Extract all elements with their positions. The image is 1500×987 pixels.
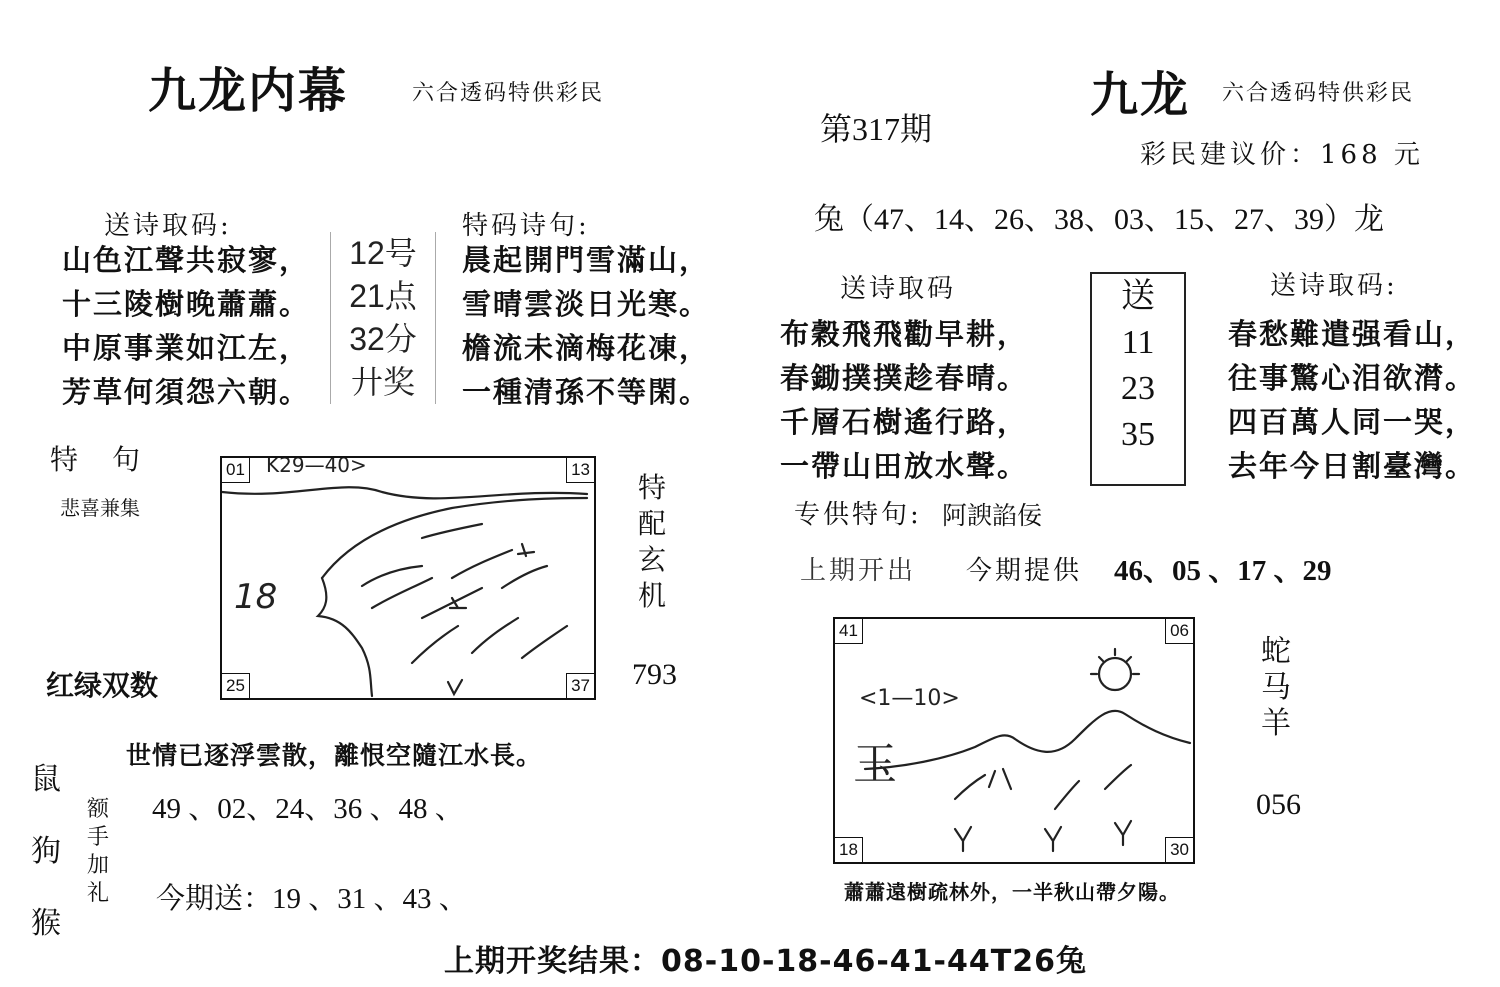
right-sketch-drawing <box>835 619 1193 862</box>
poem-line: 山色江聲共寂寥， <box>62 243 311 277</box>
vertical-char: 马 <box>1261 670 1291 705</box>
this-provide-label: 今期提供 <box>966 556 1083 586</box>
sketch-stroke <box>422 588 482 618</box>
hint-line: 12号 <box>349 235 417 271</box>
sketch-stroke <box>372 578 432 608</box>
vertical-char: 礼 <box>86 881 109 906</box>
poem-line: 雪晴雲淡日光寒。 <box>462 287 711 321</box>
sketch-stroke <box>1105 765 1131 789</box>
poem-line: 一帶山田放水聲。 <box>780 449 1029 483</box>
hint-line: 廾奖 <box>350 364 415 400</box>
vertical-char: 羊 <box>1261 706 1291 741</box>
poem-line: 中原事業如江左， <box>62 331 311 365</box>
sketch-digit: 18 <box>234 577 278 617</box>
vertical-char: 猴 <box>31 906 61 941</box>
rabbit-dragon-line: 兔（47、14、26、38、03、15、27、39）龙 <box>814 203 1384 236</box>
today-send: 今期送：19 、31 、43 、 <box>156 883 468 915</box>
right-side-number: 056 <box>1256 788 1301 821</box>
send-line: 11 <box>1121 324 1155 361</box>
left-side-vertical <box>632 470 672 614</box>
left-title: 九龙内幕 <box>148 63 349 119</box>
special-poem-heading: 特码诗句: <box>462 211 590 241</box>
sketch-stroke <box>318 578 372 696</box>
special-poem <box>462 238 710 414</box>
sketch-stroke <box>989 769 1011 789</box>
bonus-vertical <box>78 796 118 908</box>
sketch-sun <box>1099 658 1131 690</box>
poem-line: 一種清孫不等閑。 <box>462 375 711 409</box>
sketch-stroke <box>502 566 547 588</box>
sketch-stroke <box>412 626 458 663</box>
sketch-stroke <box>472 618 518 653</box>
poem-line: 晨起開門雪滿山， <box>462 243 711 277</box>
vertical-char: 机 <box>637 579 666 612</box>
corner-number: 01 <box>222 458 250 483</box>
right-poem-1 <box>780 312 1028 488</box>
poem-line: 往事驚心泪欲潸。 <box>1228 361 1477 395</box>
sketch-stroke <box>1115 821 1131 845</box>
left-poem-heading: 送诗取码: <box>104 211 232 241</box>
last-open-label: 上期开出 <box>800 556 917 586</box>
vertical-char: 鼠 <box>31 762 61 797</box>
left-poem <box>62 238 310 414</box>
corner-number: 13 <box>566 458 594 483</box>
poem-line: 十三陵樹晚蕭蕭。 <box>62 287 311 321</box>
send-line: 送 <box>1121 278 1155 315</box>
right-sketch-box <box>833 617 1195 864</box>
vertical-char: 配 <box>637 507 666 540</box>
poem-line: 春愁難遣强看山， <box>1228 317 1477 351</box>
sketch-stroke <box>518 544 534 556</box>
sketch-stroke <box>955 775 985 799</box>
sketch-scribble: K29—40> <box>266 458 367 477</box>
corner-number: 41 <box>835 619 863 644</box>
vertical-char: 特 <box>637 471 666 504</box>
left-subtitle: 六合透码特供彩民 <box>412 81 605 106</box>
right-subtitle: 六合透码特供彩民 <box>1222 81 1415 106</box>
corner-number: 18 <box>835 837 863 862</box>
poem-line: 檐流未滴梅花凍， <box>462 331 711 365</box>
te-ju-label: 特 句 <box>50 443 144 476</box>
right-poem-heading-1: 送诗取码 <box>840 274 957 304</box>
sketch-stroke <box>362 566 422 586</box>
vertical-char: 狗 <box>31 834 61 869</box>
poem-line: 四百萬人同一哭， <box>1228 405 1477 439</box>
te-ju-value: 悲喜兼集 <box>60 496 140 520</box>
hint-line: 21点 <box>349 278 417 314</box>
vertical-char: 额 <box>86 797 109 822</box>
sketch-stroke <box>222 487 587 498</box>
special-label: 专供特句: <box>794 500 922 530</box>
poem-line: 千層石樹遙行路， <box>780 405 1029 439</box>
left-sketch-box <box>220 456 596 700</box>
last-result: 上期开奖结果：08-10-18-46-41-44T26兔 <box>444 944 1087 979</box>
sketch-glyph: 玉 <box>853 739 897 790</box>
poem-line: 春鋤撲撲趁春晴。 <box>780 361 1029 395</box>
sketch-stroke <box>422 524 482 538</box>
poem-line: 去年今日割臺灣。 <box>1228 449 1477 483</box>
sketch-stroke <box>452 550 512 578</box>
left-sketch-drawing <box>222 458 594 698</box>
sketch-stroke <box>522 626 567 658</box>
red-green-label: 红绿双数 <box>46 669 159 702</box>
special-value: 阿諛諂佞 <box>942 501 1043 530</box>
provide-numbers: 46、05 、17 、29 <box>1114 555 1332 587</box>
sketch-scribble: <1—10> <box>859 686 960 711</box>
right-side-vertical <box>1256 634 1296 742</box>
sketch-stroke <box>865 711 1190 769</box>
sketch-stroke <box>955 827 971 851</box>
right-bottom-poem: 蕭蕭遠樹疏林外，一半秋山帶夕陽。 <box>844 880 1180 904</box>
right-poem-2 <box>1228 312 1476 488</box>
vertical-char: 手 <box>86 825 109 850</box>
corner-number: 37 <box>566 673 594 698</box>
poem-line: 芳草何須怨六朝。 <box>62 375 311 409</box>
poem-line: 布穀飛飛勸早耕， <box>780 317 1029 351</box>
left-hint-box <box>330 232 436 404</box>
send-line: 35 <box>1121 416 1155 453</box>
vertical-char: 加 <box>86 853 109 878</box>
left-side-number: 793 <box>632 658 677 691</box>
suggested-price: 彩民建议价：168 元 <box>1140 140 1424 170</box>
corner-number: 30 <box>1165 837 1193 862</box>
right-poem-heading-2: 送诗取码: <box>1270 271 1398 301</box>
send-line: 23 <box>1121 370 1155 407</box>
sketch-stroke <box>1045 827 1061 851</box>
numbers-row: 49 、02、24、36 、48 、 <box>152 793 464 825</box>
animals-vertical <box>26 744 66 960</box>
send-box <box>1090 272 1186 486</box>
issue-number: 第317期 <box>820 111 933 147</box>
hint-line: 32分 <box>349 321 417 357</box>
corner-number: 25 <box>222 673 250 698</box>
sketch-stroke <box>1091 649 1139 674</box>
right-title: 九龙 <box>1090 67 1191 123</box>
sketch-stroke <box>1055 781 1079 809</box>
left-poem-line: 世情已逐浮雲散，離恨空隨江水長。 <box>126 741 543 770</box>
vertical-char: 玄 <box>637 543 666 576</box>
sketch-stroke <box>448 680 462 694</box>
vertical-char: 蛇 <box>1261 634 1291 669</box>
corner-number: 06 <box>1165 619 1193 644</box>
